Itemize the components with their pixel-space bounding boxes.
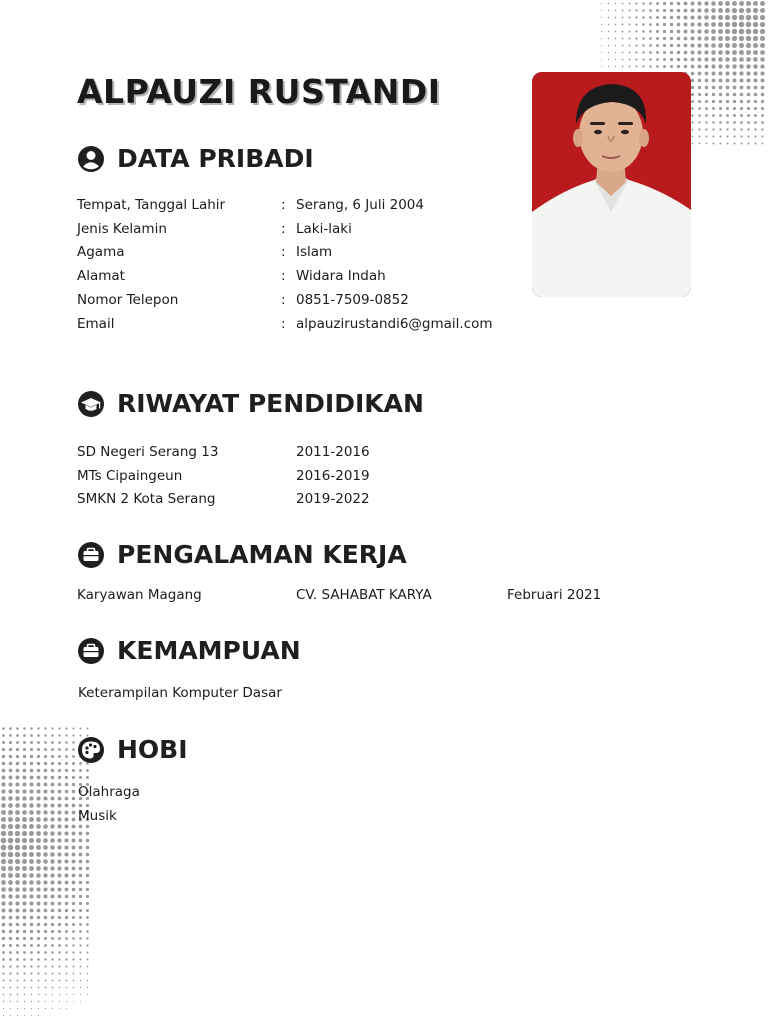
field-label: Agama xyxy=(77,244,125,261)
field-label: Email xyxy=(77,315,115,332)
palette-icon xyxy=(77,736,105,764)
field-separator: : xyxy=(281,196,286,213)
hobby-item: Musik xyxy=(78,807,117,824)
field-separator: : xyxy=(281,268,286,285)
section-title-text: PENGALAMAN KERJA xyxy=(117,540,407,569)
field-label: Tempat, Tanggal Lahir xyxy=(77,196,226,213)
personal-row xyxy=(77,288,493,312)
field-value: Serang, 6 Juli 2004 xyxy=(296,196,424,213)
experience-list xyxy=(77,583,601,607)
education-row xyxy=(77,440,370,464)
field-separator: : xyxy=(281,220,286,237)
school-name: SD Negeri Serang 13 xyxy=(77,443,219,460)
education-row xyxy=(77,488,370,512)
personal-row xyxy=(77,217,493,241)
education-list xyxy=(77,440,370,511)
field-value: Widara Indah xyxy=(296,268,386,285)
skill-item: Keterampilan Komputer Dasar xyxy=(78,684,282,701)
personal-row xyxy=(77,193,493,217)
school-years: 2016-2019 xyxy=(296,467,370,484)
email-value: alpauzirustandi6@gmail.com xyxy=(296,315,493,332)
school-name: SMKN 2 Kota Serang xyxy=(77,491,216,508)
school-years: 2011-2016 xyxy=(296,443,370,460)
profile-photo xyxy=(532,72,691,297)
section-title-experience xyxy=(77,540,407,569)
personal-row xyxy=(77,241,493,265)
graduation-cap-icon xyxy=(77,390,105,418)
section-title-text: DATA PRIBADI xyxy=(117,144,314,173)
school-years: 2019-2022 xyxy=(296,491,370,508)
user-circle-icon xyxy=(77,145,105,173)
field-label: Nomor Telepon xyxy=(77,292,179,309)
section-title-personal xyxy=(77,144,314,173)
section-title-text: HOBI xyxy=(117,735,188,764)
field-value: Laki-laki xyxy=(296,220,352,237)
field-separator: : xyxy=(281,315,286,332)
job-position: Karyawan Magang xyxy=(77,586,202,603)
hobby-item: Olahraga xyxy=(78,783,140,800)
section-title-hobbies xyxy=(77,735,188,764)
education-row xyxy=(77,464,370,488)
personal-row xyxy=(77,312,493,336)
hobbies-list xyxy=(78,780,140,828)
field-separator: : xyxy=(281,292,286,309)
candidate-name: ALPAUZI RUSTANDI xyxy=(77,72,441,111)
experience-row xyxy=(77,583,601,607)
briefcase-icon xyxy=(77,541,105,569)
section-title-text: KEMAMPUAN xyxy=(117,636,301,665)
section-title-education xyxy=(77,389,424,418)
personal-data-list xyxy=(77,193,493,336)
halftone-dots-bottom-left xyxy=(0,725,90,1024)
job-company: CV. SAHABAT KARYA xyxy=(296,586,432,603)
field-label: Jenis Kelamin xyxy=(77,220,167,237)
field-value: Islam xyxy=(296,244,333,261)
personal-row xyxy=(77,264,493,288)
section-title-text: RIWAYAT PENDIDIKAN xyxy=(117,389,424,418)
school-name: MTs Cipaingeun xyxy=(77,467,183,484)
briefcase-icon xyxy=(77,637,105,665)
portrait-illustration xyxy=(532,72,691,297)
field-value: 0851-7509-0852 xyxy=(296,292,409,309)
field-separator: : xyxy=(281,244,286,261)
job-date: Februari 2021 xyxy=(507,586,602,603)
section-title-skills xyxy=(77,636,301,665)
skills-list xyxy=(78,681,282,705)
field-label: Alamat xyxy=(77,268,125,285)
